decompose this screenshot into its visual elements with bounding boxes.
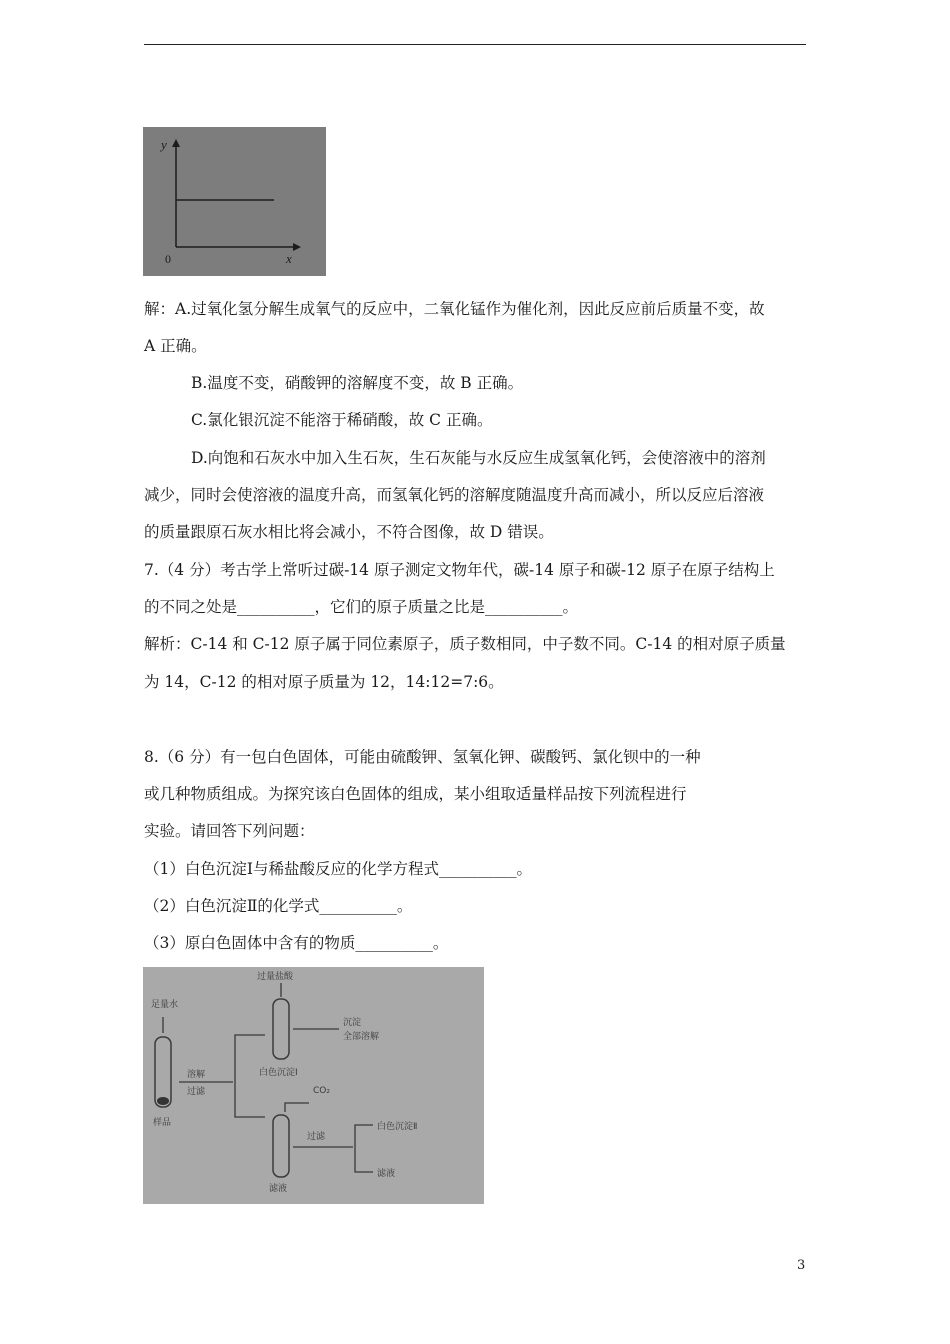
question-8-line: 实验。请回答下列问题： bbox=[144, 822, 315, 840]
flow-svg bbox=[143, 967, 484, 1204]
step1b-label: 过滤 bbox=[187, 1087, 206, 1097]
step1-label: 溶解 bbox=[187, 1070, 206, 1080]
branch2-down bbox=[355, 1147, 373, 1172]
filtrate2-label: 滤液 bbox=[377, 1169, 396, 1179]
branch2-up bbox=[355, 1125, 373, 1147]
filtrate-tube bbox=[273, 1115, 289, 1177]
flow-figure bbox=[143, 967, 484, 1204]
question-7-analysis-line: 为 14，C-12 的相对原子质量为 12，14:12=7:6。 bbox=[144, 673, 504, 691]
result1b-label: 全部溶解 bbox=[343, 1032, 380, 1042]
sample-solid bbox=[157, 1097, 169, 1105]
sample-test-tube bbox=[155, 1037, 171, 1107]
question-8-subquestion: （3）原白色固体中含有的物质__________。 bbox=[144, 934, 449, 952]
question-7-line: 的不同之处是__________，它们的原子质量之比是__________。 bbox=[144, 598, 579, 616]
solution-line: C.氯化银沉淀不能溶于稀硝酸，故 C 正确。 bbox=[191, 411, 493, 429]
step2-label: 过滤 bbox=[307, 1132, 326, 1142]
precipitate2-label: 白色沉淀Ⅱ bbox=[377, 1122, 418, 1132]
question-7-line: 7.（4 分）考古学上常听过碳-14 原子测定文物年代，碳-14 原子和碳-12 原子在原子结构上 bbox=[144, 561, 775, 579]
gas-arrow bbox=[285, 1103, 309, 1112]
header-rule bbox=[144, 44, 806, 45]
solution-line: B.温度不变，硝酸钾的溶解度不变，故 B 正确。 bbox=[191, 374, 524, 392]
page-number: 3 bbox=[797, 1258, 806, 1273]
question-8-line: 8.（6 分）有一包白色固体，可能由硫酸钾、氢氧化钾、碳酸钙、氯化钡中的一种 bbox=[144, 748, 701, 766]
solution-line: 的质量跟原石灰水相比将会减小，不符合图像，故 D 错误。 bbox=[144, 523, 554, 541]
graph-figure bbox=[143, 127, 326, 276]
filtrate-tube-label: 滤液 bbox=[269, 1184, 288, 1194]
left-reagent-label: 足量水 bbox=[151, 1000, 179, 1010]
branch-down bbox=[235, 1082, 265, 1117]
sample-label: 样品 bbox=[153, 1118, 172, 1128]
question-8-line: 或几种物质组成。为探究该白色固体的组成，某小组取适量样品按下列流程进行 bbox=[144, 785, 687, 803]
y-axis-label: y bbox=[161, 137, 167, 152]
y-axis-arrow bbox=[172, 139, 180, 147]
graph-svg bbox=[143, 127, 326, 276]
precipitate1-tube bbox=[273, 999, 289, 1059]
precipitate1-label: 白色沉淀Ⅰ bbox=[259, 1068, 298, 1078]
result1a-label: 沉淀 bbox=[343, 1018, 362, 1028]
question-8-subquestion: （1）白色沉淀Ⅰ与稀盐酸反应的化学方程式__________。 bbox=[144, 860, 532, 878]
question-8-subquestion: （2）白色沉淀Ⅱ的化学式__________。 bbox=[144, 897, 413, 915]
x-axis-arrow bbox=[293, 243, 301, 251]
gas-label: CO₂ bbox=[313, 1086, 330, 1096]
question-7-analysis-line: 解析：C-14 和 C-12 原子属于同位素原子，质子数相同，中子数不同。C-14 的相对原子质量 bbox=[144, 635, 786, 653]
solution-line: A 正确。 bbox=[144, 337, 207, 355]
solution-line: 解：A.过氧化氢分解生成氧气的反应中，二氧化锰作为催化剂，因此反应前后质量不变，故 bbox=[144, 300, 765, 318]
solution-line: D.向饱和石灰水中加入生石灰，生石灰能与水反应生成氢氧化钙，会使溶液中的溶剂 bbox=[191, 449, 766, 467]
x-axis-label: x bbox=[286, 251, 292, 266]
solution-line: 减少，同时会使溶液的温度升高，而氢氧化钙的溶解度随温度升高而减小，所以反应后溶液 bbox=[144, 486, 765, 504]
top-reagent-label: 过量盐酸 bbox=[257, 972, 294, 982]
origin-label: 0 bbox=[165, 252, 171, 266]
